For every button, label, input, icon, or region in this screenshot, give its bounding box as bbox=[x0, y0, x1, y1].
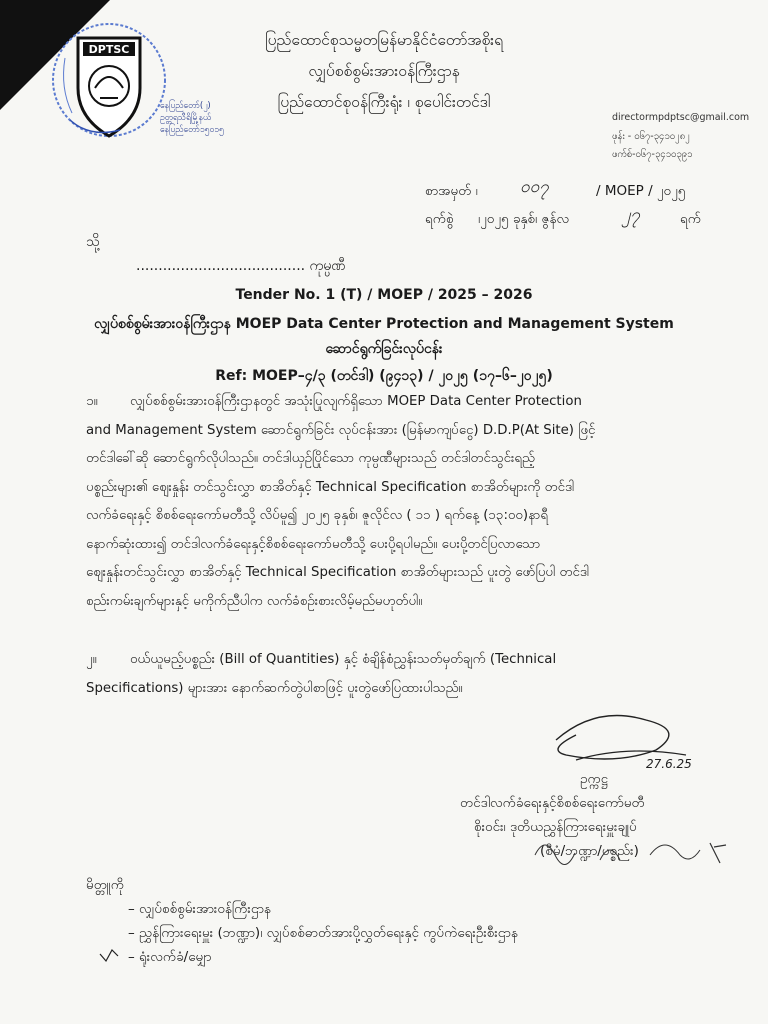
signer-role: ဥက္ကဋ္ဌ bbox=[580, 771, 609, 787]
reference-date-suffix: ရက် bbox=[680, 211, 701, 227]
paragraph-2 bbox=[86, 646, 726, 703]
signer-title-3: (စီမံ/ဘဏ္ဍာ/ပစ္စည်း) bbox=[540, 843, 639, 859]
cc-item: – လျှပ်စစ်စွမ်းအားဝန်ကြီးဌာန bbox=[128, 901, 271, 917]
contact-phone: ဖုန်း - ၀၆၇-၃၄၁၀၂၈၂ bbox=[612, 131, 690, 142]
paragraph-line: and Management System ဆောင်ရွက်ခြင်း လုပ်ငန်းအား (မြန်မာကျပ်ငွေ) D.D.P(At Site) ဖြင့် bbox=[86, 422, 596, 438]
tender-number: Tender No. 1 (T) / MOEP / 2025 – 2026 bbox=[235, 287, 533, 303]
contact-fax: ဖက်စ်-၀၆၇-၃၄၁၀၃၉၁ bbox=[612, 149, 693, 160]
tender-subject-cont: ဆောင်ရွက်ခြင်းလုပ်ငန်း bbox=[325, 341, 443, 357]
cc-item: – ရုံးလက်ခံ/မျှော bbox=[128, 949, 212, 965]
checkmark-icon bbox=[98, 944, 126, 964]
header-ministry: လျှပ်စစ်စွမ်းအားဝန်ကြီးဌာန bbox=[308, 62, 460, 80]
paragraph-2-number: ၂။ bbox=[86, 651, 97, 667]
paragraph-line: လက်ခံရေးနှင့် စိစစ်ရေးကော်မတီသို့ လိပ်မူ၍ ၂၀၂၅ ခုနှစ်၊ ဇူလိုင်လ ( ၁၁ ) ရက်နေ့ (၁၃:၀၀)နာရီ bbox=[86, 508, 549, 523]
to-label: သို့ bbox=[86, 234, 100, 250]
stamp-line: ဥတ္တရသီရိမြို့နယ် bbox=[160, 113, 212, 123]
paragraph-line: ပစ္စည်းများ၏ ဈေးနှုန်း တင်သွင်းလွှာ စာအိတ်နှင့် Technical Specification စာအိတ်များကို တင်ဒါ bbox=[86, 479, 575, 495]
header-office: ပြည်ထောင်စုဝန်ကြီးရုံး ၊ စုပေါင်းတင်ဒါ bbox=[277, 93, 491, 111]
reference-date-label: ရက်စွဲ bbox=[425, 211, 454, 227]
paragraph-line: ဈေးနှုန်းတင်သွင်းလွှာ စာအိတ်နှင့် Technical Specification စာအိတ်များသည် ပူးတွဲ ဖော်ပြပါ တင်ဒါ bbox=[86, 565, 590, 580]
paragraph-line: Specifications) များအား နောက်ဆက်တွဲပါစာဖြင့် ပူးတွဲဖော်ပြထားပါသည်။ bbox=[86, 680, 463, 696]
paragraph-line: တင်ဒါခေါ်ဆို ဆောင်ရွက်လိုပါသည်။ တင်ဒါယှဉ်ပြိုင်သော ကုမ္ပဏီများသည် တင်ဒါတင်သွင်းရည့် bbox=[86, 451, 535, 466]
cc-item: – ညွှန်ကြားရေးမှူး (ဘဏ္ဍာ)၊ လျှပ်စစ်ဓာတ်အားပို့လွှတ်ရေးနှင့် ကွပ်ကဲရေးဦးစီးဌာန bbox=[128, 925, 518, 941]
recipient-line: ...................................... ကုမ္ပဏီ bbox=[136, 258, 346, 274]
tender-ref: Ref: MOEP–၄/၃ (တင်ဒါ) (၉၄၁၃) / ၂၀၂၅ (၁၇–၆–၂၀၂၅) bbox=[215, 368, 553, 384]
reference-number-handwritten: ၀၀၇ bbox=[520, 177, 549, 197]
contact-email: directormpdptsc@gmail.com bbox=[612, 112, 750, 123]
paragraph-1 bbox=[86, 388, 726, 616]
signer-title-2: စိုးဝင်း၊ ဒုတိယညွှန်ကြားရေးမှူးချုပ် bbox=[474, 819, 637, 835]
signer-title-1: တင်ဒါလက်ခံရေးနှင့်စိစစ်ရေးကော်မတီ bbox=[460, 795, 645, 811]
paragraph-line: နောက်ဆုံးထား၍ တင်ဒါလက်ခံရေးနှင့်စိစစ်ရေးကော်မတီသို့ ပေးပို့ရပါမည်။ ပေးပို့တင်ပြလာသော bbox=[86, 536, 541, 552]
stamp-line: နေပြည်တော်(၂) bbox=[160, 101, 211, 111]
paragraph-line: ဝယ်ယူမည့်ပစ္စည်း (Bill of Quantities) နှင့် စံချိန်စံညွှန်းသတ်မှတ်ချက် (Technical bbox=[130, 652, 557, 667]
header-government: ပြည်ထောင်စုသမ္မတမြန်မာနိုင်ငံတော်အစိုးရ bbox=[264, 31, 504, 49]
signature-date: 27.6.25 bbox=[646, 757, 692, 771]
reference-number-label: စာအမှတ် ၊ bbox=[425, 183, 478, 199]
reference-number-suffix: / MOEP / ၂၀၂၅ bbox=[596, 183, 686, 199]
cc-label: မိတ္တူကို bbox=[86, 877, 124, 893]
tender-subject: လျှပ်စစ်စွမ်းအားဝန်ကြီးဌာန MOEP Data Center Protection and Management System bbox=[94, 316, 674, 332]
reference-date-handwritten: ၂၇ bbox=[622, 205, 640, 225]
logo-label: DPTSC bbox=[88, 43, 130, 56]
paragraph-line: လျှပ်စစ်စွမ်းအားဝန်ကြီးဌာနတွင် အသုံးပြုလျက်ရှိသော MOEP Data Center Protection bbox=[130, 394, 582, 409]
initials-scribble-icon bbox=[530, 825, 730, 875]
stamp-line: နေပြည်တော်၁၅၀၁၅ bbox=[160, 125, 224, 135]
paragraph-line: စည်းကမ်းချက်များနှင့် မကိုက်ညီပါက လက်ခံစဉ်းစားလိမ့်မည်မဟုတ်ပါ။ bbox=[86, 593, 423, 609]
reference-date-value: ၊၂၀၂၅ ခုနှစ်၊ ဇွန်လ bbox=[478, 211, 570, 227]
paragraph-1-number: ၁။ bbox=[86, 393, 98, 409]
